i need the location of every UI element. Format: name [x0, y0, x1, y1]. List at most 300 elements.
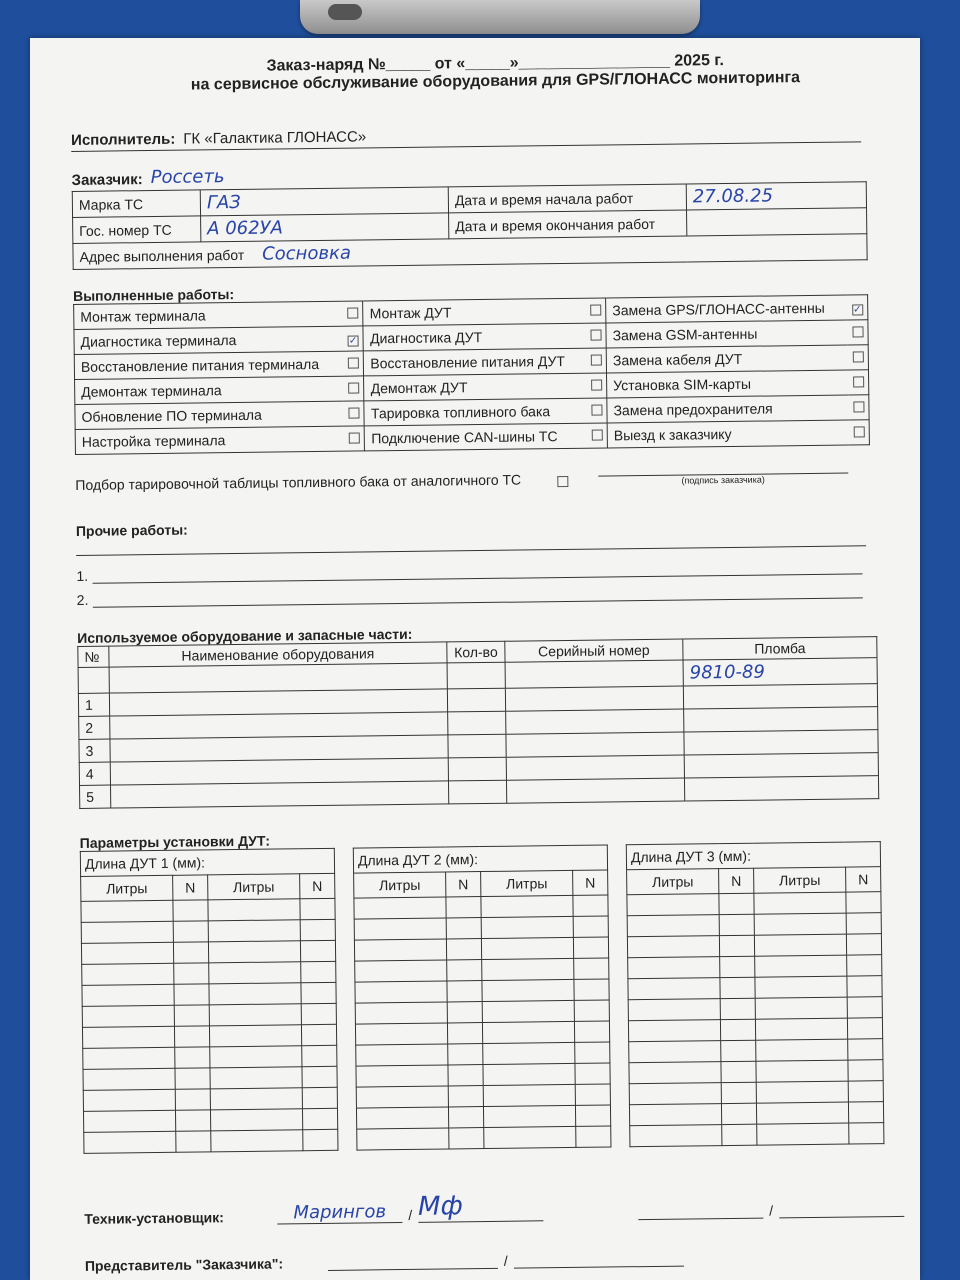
- dut-cell[interactable]: [755, 997, 847, 1019]
- dut-cell[interactable]: [355, 981, 447, 1003]
- dut-cell[interactable]: [176, 1131, 211, 1152]
- work-checkbox-cell: [343, 376, 364, 401]
- work-label: Демонтаж терминала: [75, 376, 344, 404]
- dut-cell[interactable]: [628, 957, 720, 979]
- equipment-cell-seal[interactable]: [684, 707, 878, 732]
- work-checkbox[interactable]: ✓: [852, 304, 862, 316]
- equipment-cell-qty[interactable]: [448, 780, 506, 804]
- dut-cell[interactable]: [575, 1084, 610, 1105]
- dut-cell[interactable]: [300, 940, 335, 961]
- equipment-cell-serial[interactable]: [505, 686, 683, 711]
- dut-cell[interactable]: [448, 1107, 483, 1128]
- customer-signature-caption: (подпись заказчика): [598, 473, 848, 487]
- representative-row: [85, 1247, 935, 1274]
- dut-cell[interactable]: [446, 918, 481, 939]
- dut-cell[interactable]: [483, 1105, 575, 1127]
- dut-cell[interactable]: [755, 955, 847, 977]
- dut-cell[interactable]: [356, 1044, 448, 1066]
- form-content: [70, 38, 935, 1274]
- dut-cell[interactable]: [628, 1020, 720, 1042]
- dut-cell[interactable]: [754, 934, 846, 956]
- work-checkbox[interactable]: [590, 355, 601, 366]
- dut-cell[interactable]: [573, 937, 608, 958]
- representative-sign-line[interactable]: [514, 1250, 684, 1269]
- work-checkbox[interactable]: [348, 382, 359, 393]
- work-checkbox[interactable]: [590, 305, 601, 316]
- works-title: Выполненные работы:: [72, 286, 235, 304]
- work-label: Установка SIM-карты: [607, 370, 849, 398]
- dut-cell[interactable]: [82, 963, 174, 985]
- dut-cell[interactable]: [481, 916, 573, 938]
- dut-cell[interactable]: [174, 984, 209, 1005]
- dut-table: [626, 841, 885, 1147]
- dut-cell[interactable]: [208, 941, 300, 963]
- other-work-2-line[interactable]: [93, 597, 863, 607]
- dut-cell[interactable]: [719, 893, 754, 914]
- vehicle-plate-label: Гос. номер ТС: [73, 216, 201, 244]
- dut-cell[interactable]: [355, 1023, 447, 1045]
- vehicle-plate-value: А 062УА: [201, 213, 449, 242]
- dut-cell[interactable]: [82, 1005, 174, 1027]
- equipment-cell-seal[interactable]: [683, 684, 877, 709]
- dut-table-caption: Длина ДУТ 1 (мм):: [80, 848, 334, 876]
- end-time-value: [687, 208, 867, 236]
- work-checkbox[interactable]: [348, 357, 359, 368]
- work-checkbox[interactable]: [348, 407, 359, 418]
- dut-cell[interactable]: [302, 1087, 337, 1108]
- work-label: Замена кабеля ДУТ: [606, 345, 848, 373]
- dut-cell[interactable]: [81, 921, 173, 943]
- equipment-cell-seal[interactable]: [684, 753, 878, 778]
- dut-table-caption: Длина ДУТ 2 (мм):: [353, 845, 607, 873]
- equipment-col-serial: Серийный номер: [505, 639, 683, 662]
- dut-table: [353, 844, 612, 1150]
- dut-cell[interactable]: [302, 1045, 337, 1066]
- end-time-label: Дата и время окончания работ: [449, 210, 687, 239]
- dut-cell[interactable]: [719, 914, 754, 935]
- technician-extra-line-2[interactable]: [779, 1216, 904, 1219]
- dut-col-header: N: [846, 867, 881, 892]
- work-label: Тарировка топливного бака: [364, 398, 586, 426]
- dut-cell[interactable]: [721, 1103, 756, 1124]
- vehicle-table: [72, 181, 868, 270]
- dut-cell[interactable]: [627, 936, 719, 958]
- work-label: Замена GPS/ГЛОНАСС-антенны: [606, 295, 848, 323]
- dut-cell[interactable]: [574, 979, 609, 1000]
- form-subtitle: на сервисное обслуживание оборудования для GPS/ГЛОНАСС мониторинга: [190, 69, 801, 94]
- dut-cell[interactable]: [83, 1068, 175, 1090]
- work-checkbox[interactable]: [591, 430, 602, 441]
- work-checkbox[interactable]: [591, 380, 602, 391]
- dut-col-header: N: [573, 870, 608, 895]
- other-work-1: [76, 558, 926, 584]
- dut-cell[interactable]: [449, 1128, 484, 1149]
- dut-cell[interactable]: [82, 984, 174, 1006]
- work-checkbox[interactable]: [852, 326, 863, 337]
- dut-table-caption-row: [626, 842, 880, 870]
- equipment-cell-n: 4: [79, 762, 110, 785]
- dut-cell[interactable]: [754, 892, 846, 914]
- vehicle-brand-value: ГАЗ: [200, 187, 448, 216]
- dut-cell[interactable]: [302, 1108, 337, 1129]
- dut-cell[interactable]: [356, 1065, 448, 1087]
- dut-cell[interactable]: [721, 1061, 756, 1082]
- work-checkbox-cell: [586, 348, 607, 373]
- dut-cell[interactable]: [83, 1110, 175, 1132]
- dut-cell[interactable]: [846, 934, 881, 955]
- dut-col-header: N: [719, 868, 754, 893]
- other-works-title: Прочие работы:: [75, 521, 188, 539]
- dut-table-caption-row: [353, 845, 607, 873]
- dut-cell[interactable]: [174, 963, 209, 984]
- dut-cell[interactable]: [173, 900, 208, 921]
- work-label: Подключение CAN-шины ТС: [365, 423, 587, 451]
- dut-cell[interactable]: [447, 981, 482, 1002]
- dut-table-caption: Длина ДУТ 3 (мм):: [626, 842, 880, 870]
- dut-cell[interactable]: [446, 897, 481, 918]
- dut-cell[interactable]: [848, 1060, 883, 1081]
- equipment-cell-qty[interactable]: [448, 711, 506, 735]
- dut-table: [80, 848, 339, 1154]
- dut-col-header: Литры: [627, 869, 719, 895]
- equipment-cell-qty[interactable]: [447, 688, 505, 712]
- dut-cell[interactable]: [300, 919, 335, 940]
- dut-cell[interactable]: [209, 1025, 301, 1047]
- dut-cell[interactable]: [210, 1088, 302, 1110]
- representative-slash: /: [503, 1252, 508, 1269]
- dut-cell[interactable]: [175, 1068, 210, 1089]
- dut-cell[interactable]: [849, 1123, 884, 1144]
- work-label: Монтаж терминала: [74, 301, 343, 329]
- dut-col-header: Литры: [481, 870, 573, 896]
- dut-cell[interactable]: [629, 1062, 721, 1084]
- work-checkbox-cell: [585, 298, 606, 323]
- dut-cell[interactable]: [301, 1024, 336, 1045]
- dut-cell[interactable]: [357, 1128, 449, 1150]
- work-label: Монтаж ДУТ: [363, 298, 585, 326]
- work-checkbox-cell: [848, 345, 869, 370]
- dut-cell[interactable]: [719, 935, 754, 956]
- dut-row: [630, 1123, 884, 1147]
- dut-cell[interactable]: [210, 1067, 302, 1089]
- dut-cell[interactable]: [573, 895, 608, 916]
- representative-name-line[interactable]: [328, 1252, 498, 1271]
- work-checkbox-cell: [585, 323, 606, 348]
- equipment-cell-n: 3: [79, 739, 110, 762]
- dut-cell[interactable]: [483, 1084, 575, 1106]
- dut-tables: [80, 841, 934, 1154]
- dut-header-row: [627, 867, 881, 895]
- dut-cell[interactable]: [574, 1000, 609, 1021]
- technician-slash: /: [408, 1206, 413, 1223]
- dut-cell[interactable]: [173, 921, 208, 942]
- dut-cell[interactable]: [628, 999, 720, 1021]
- customer-value: Россеть: [150, 166, 225, 189]
- work-checkbox[interactable]: [347, 307, 358, 318]
- equipment-cell-seal[interactable]: 9810-89: [683, 658, 877, 686]
- work-label: Настройка терминала: [75, 426, 344, 454]
- dut-cell[interactable]: [302, 1066, 337, 1087]
- dut-cell[interactable]: [81, 942, 173, 964]
- dut-cell[interactable]: [720, 977, 755, 998]
- dut-cell[interactable]: [573, 916, 608, 937]
- clip-hole: [328, 4, 362, 20]
- equipment-cell-qty[interactable]: [448, 757, 506, 781]
- work-checkbox[interactable]: ✓: [348, 335, 358, 347]
- dut-cell[interactable]: [846, 892, 881, 913]
- dut-cell[interactable]: [756, 1039, 848, 1061]
- dut-cell[interactable]: [82, 1026, 174, 1048]
- work-label: Восстановление питания ДУТ: [364, 348, 586, 376]
- work-checkbox[interactable]: [852, 351, 863, 362]
- work-checkbox[interactable]: [349, 432, 360, 443]
- equipment-cell-name[interactable]: [111, 781, 449, 808]
- dut-cell[interactable]: [847, 997, 882, 1018]
- dut-cell[interactable]: [83, 1089, 175, 1111]
- work-checkbox-cell: [343, 301, 364, 326]
- work-checkbox-cell: [343, 351, 364, 376]
- dut-table-caption-row: [80, 848, 334, 876]
- equipment-col-qty: Кол-во: [447, 641, 505, 663]
- work-checkbox-cell: [848, 395, 869, 420]
- dut-cell[interactable]: [211, 1130, 303, 1152]
- dut-cell[interactable]: [721, 1040, 756, 1061]
- vehicle-brand-label: Марка ТС: [72, 190, 200, 218]
- work-checkbox-cell: [343, 326, 364, 351]
- equipment-cell-seal[interactable]: [684, 776, 878, 801]
- dut-cell[interactable]: [483, 1042, 575, 1064]
- dut-row: [84, 1129, 338, 1153]
- dut-cell[interactable]: [847, 955, 882, 976]
- dut-cell[interactable]: [482, 979, 574, 1001]
- equipment-cell-qty[interactable]: [448, 734, 506, 758]
- dut-cell[interactable]: [756, 1102, 848, 1124]
- calibration-checkbox[interactable]: [557, 476, 568, 487]
- dut-cell[interactable]: [629, 1083, 721, 1105]
- dut-cell[interactable]: [355, 960, 447, 982]
- equipment-cell-n: 2: [79, 716, 110, 739]
- dut-cell[interactable]: [448, 1086, 483, 1107]
- executor-label: Исполнитель:: [71, 130, 176, 149]
- dut-cell[interactable]: [354, 939, 446, 961]
- calibration-label: Подбор тарировочной таблицы топливного бака от аналогичного ТС: [75, 471, 522, 493]
- equipment-col-number: №: [78, 646, 109, 667]
- equipment-cell-serial[interactable]: [506, 778, 684, 803]
- equipment-cell-n: 1: [78, 693, 109, 716]
- dut-col-header: Литры: [81, 875, 173, 901]
- dut-cell[interactable]: [175, 1089, 210, 1110]
- form-title: Заказ-наряд №_____ от «_____»_________________ 2025 г.: [266, 52, 724, 75]
- dut-cell[interactable]: [300, 898, 335, 919]
- technician-signature[interactable]: Мф: [418, 1190, 543, 1223]
- dut-cell[interactable]: [575, 1042, 610, 1063]
- dut-cell[interactable]: [355, 1002, 447, 1024]
- dut-cell[interactable]: [721, 1082, 756, 1103]
- dut-cell[interactable]: [208, 920, 300, 942]
- dut-col-header: N: [446, 872, 481, 897]
- equipment-cell-serial[interactable]: [506, 732, 684, 757]
- dut-cell[interactable]: [720, 1019, 755, 1040]
- work-checkbox-cell: [586, 373, 607, 398]
- dut-cell[interactable]: [208, 899, 300, 921]
- equipment-cell-seal[interactable]: [684, 730, 878, 755]
- technician-row: [84, 1186, 934, 1227]
- executor-value: ГК «Галактика ГЛОНАСС»: [183, 128, 367, 148]
- dut-cell[interactable]: [629, 1104, 721, 1126]
- dut-cell[interactable]: [720, 998, 755, 1019]
- calibration-row: [75, 467, 925, 493]
- dut-cell[interactable]: [755, 1018, 847, 1040]
- work-checkbox-cell: [849, 420, 870, 445]
- technician-extra-line-1[interactable]: [638, 1218, 763, 1221]
- dut-cell[interactable]: [629, 1041, 721, 1063]
- dut-cell[interactable]: [627, 894, 719, 916]
- dut-cell[interactable]: [210, 1109, 302, 1131]
- dut-cell[interactable]: [756, 1081, 848, 1103]
- dut-cell[interactable]: [628, 978, 720, 1000]
- dut-cell[interactable]: [483, 1063, 575, 1085]
- equipment-title: Используемое оборудование и запасные части:: [77, 625, 413, 646]
- other-work-1-line[interactable]: [92, 573, 862, 583]
- dut-cell[interactable]: [756, 1060, 848, 1082]
- dut-cell[interactable]: [301, 982, 336, 1003]
- dut-cell[interactable]: [754, 913, 846, 935]
- dut-cell[interactable]: [209, 983, 301, 1005]
- dut-cell[interactable]: [481, 895, 573, 917]
- equipment-col-name: Наименование оборудования: [109, 642, 447, 667]
- order-form-sheet: [30, 38, 920, 1280]
- dut-cell[interactable]: [722, 1124, 757, 1145]
- dut-cell[interactable]: [848, 1081, 883, 1102]
- start-time-value: 27.08.25: [686, 182, 866, 210]
- work-checkbox[interactable]: [853, 376, 864, 387]
- work-checkbox-cell: [344, 426, 365, 451]
- dut-cell[interactable]: [575, 1063, 610, 1084]
- work-label: Замена предохранителя: [607, 395, 849, 423]
- dut-cell[interactable]: [174, 1026, 209, 1047]
- dut-cell[interactable]: [576, 1126, 611, 1147]
- dut-row: [357, 1126, 611, 1150]
- dut-cell[interactable]: [210, 1046, 302, 1068]
- work-checkbox[interactable]: [853, 401, 864, 412]
- dut-cell[interactable]: [482, 1021, 574, 1043]
- equipment-cell-n: [78, 667, 109, 693]
- dut-cell[interactable]: [482, 958, 574, 980]
- work-label: Выезд к заказчику: [607, 420, 849, 448]
- dut-cell[interactable]: [447, 960, 482, 981]
- dut-col-header: Литры: [354, 872, 446, 898]
- equipment-cell-qty[interactable]: [447, 662, 505, 689]
- dut-header-row: [81, 873, 335, 901]
- dut-cell[interactable]: [846, 913, 881, 934]
- dut-cell[interactable]: [448, 1044, 483, 1065]
- technician-slash-2: /: [769, 1202, 774, 1219]
- equipment-table: [77, 636, 879, 809]
- representative-label: Представитель "Заказчика":: [84, 1255, 284, 1274]
- works-table: [73, 294, 870, 455]
- dut-cell[interactable]: [303, 1129, 338, 1150]
- equipment-cell-serial[interactable]: [505, 660, 683, 688]
- dut-cell[interactable]: [174, 1005, 209, 1026]
- dut-cell[interactable]: [484, 1126, 576, 1148]
- work-checkbox-cell: [847, 295, 868, 320]
- dut-cell[interactable]: [83, 1047, 175, 1069]
- dut-cell[interactable]: [356, 1086, 448, 1108]
- dut-col-header: Литры: [754, 867, 846, 893]
- equipment-cell-serial[interactable]: [506, 755, 684, 780]
- work-checkbox-cell: [848, 370, 869, 395]
- work-label: Диагностика ДУТ: [363, 323, 585, 351]
- dut-cell[interactable]: [848, 1102, 883, 1123]
- dut-cell[interactable]: [630, 1125, 722, 1147]
- dut-cell[interactable]: [482, 1000, 574, 1022]
- dut-cell[interactable]: [209, 962, 301, 984]
- technician-name[interactable]: Марингов: [277, 1201, 402, 1225]
- other-work-2: [77, 582, 927, 608]
- dut-cell[interactable]: [448, 1065, 483, 1086]
- dut-cell[interactable]: [847, 1018, 882, 1039]
- work-checkbox[interactable]: [590, 330, 601, 341]
- dut-cell[interactable]: [627, 915, 719, 937]
- work-checkbox-cell: [847, 320, 868, 345]
- address-label: Адрес выполнения работ: [79, 246, 245, 265]
- dut-cell[interactable]: [84, 1131, 176, 1153]
- clipboard-clip: [300, 0, 700, 34]
- start-time-label: Дата и время начала работ: [448, 184, 686, 213]
- dut-cell[interactable]: [574, 1021, 609, 1042]
- other-work-1-number: 1.: [76, 567, 89, 584]
- dut-cell[interactable]: [848, 1039, 883, 1060]
- work-checkbox[interactable]: [591, 405, 602, 416]
- dut-header-row: [354, 870, 608, 898]
- equipment-col-seal: Пломба: [683, 637, 877, 660]
- dut-col-header: Литры: [208, 874, 300, 900]
- equipment-cell-serial[interactable]: [506, 709, 684, 734]
- dut-cell[interactable]: [755, 976, 847, 998]
- dut-cell[interactable]: [446, 939, 481, 960]
- equipment-cell-n: 5: [80, 785, 111, 808]
- dut-title: Параметры установки ДУТ:: [79, 832, 271, 851]
- work-label: Обновление ПО терминала: [75, 401, 344, 429]
- dut-cell[interactable]: [847, 976, 882, 997]
- dut-cell[interactable]: [354, 918, 446, 940]
- dut-cell[interactable]: [175, 1110, 210, 1131]
- work-label: Демонтаж ДУТ: [364, 373, 586, 401]
- other-work-2-number: 2.: [76, 591, 89, 608]
- work-checkbox[interactable]: [853, 426, 864, 437]
- dut-cell[interactable]: [356, 1107, 448, 1129]
- dut-cell[interactable]: [481, 937, 573, 959]
- dut-cell[interactable]: [175, 1047, 210, 1068]
- dut-cell[interactable]: [301, 961, 336, 982]
- dut-cell[interactable]: [575, 1105, 610, 1126]
- dut-cell[interactable]: [354, 897, 446, 919]
- dut-col-header: N: [300, 873, 335, 898]
- dut-cell[interactable]: [447, 1023, 482, 1044]
- dut-cell[interactable]: [173, 942, 208, 963]
- dut-cell[interactable]: [301, 1003, 336, 1024]
- dut-col-header: N: [173, 875, 208, 900]
- customer-label: Заказчик:: [71, 171, 143, 189]
- work-label: Диагностика терминала: [74, 326, 343, 354]
- dut-cell[interactable]: [757, 1123, 849, 1145]
- work-checkbox-cell: [586, 398, 607, 423]
- dut-cell[interactable]: [720, 956, 755, 977]
- dut-cell[interactable]: [574, 958, 609, 979]
- dut-cell[interactable]: [81, 900, 173, 922]
- dut-cell[interactable]: [209, 1004, 301, 1026]
- dut-cell[interactable]: [447, 1002, 482, 1023]
